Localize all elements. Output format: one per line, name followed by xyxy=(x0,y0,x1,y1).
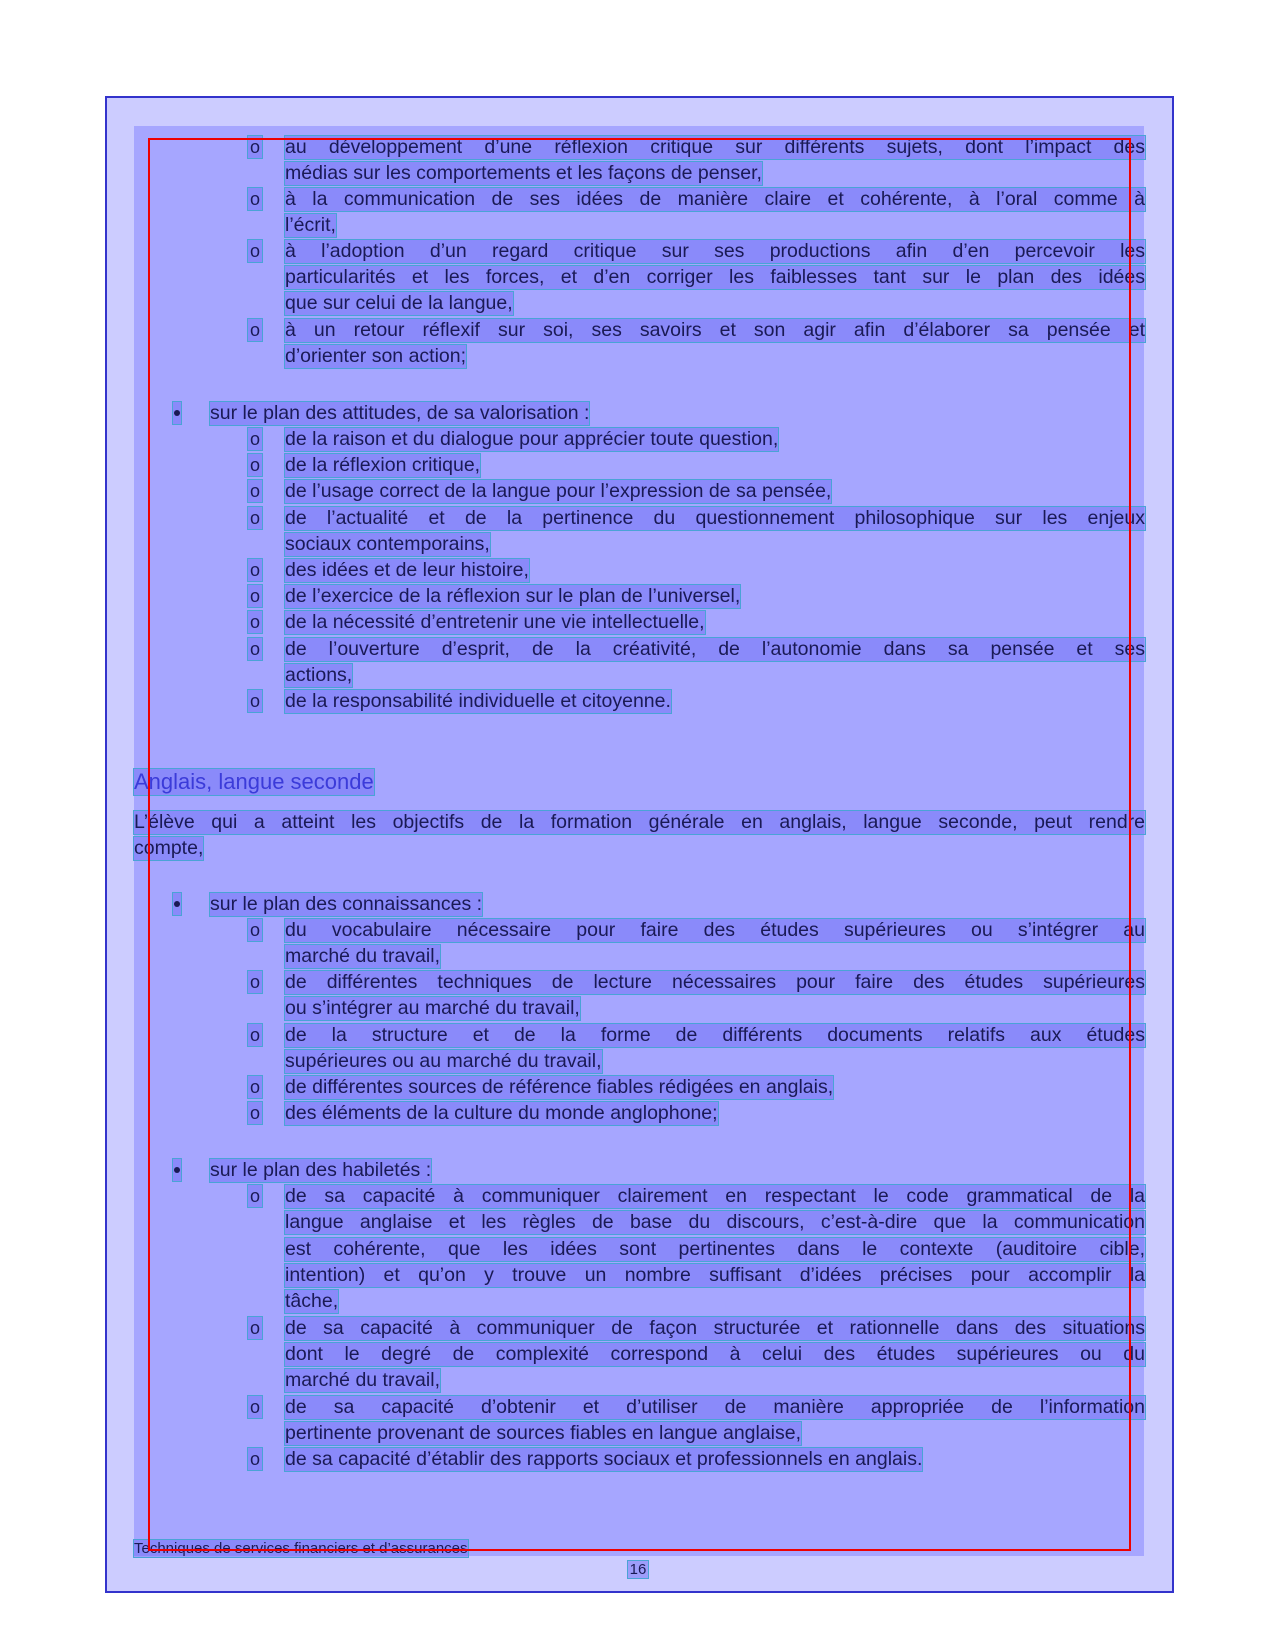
list-item-line: est cohérente, que les idées sont pertinentes dans le contexte (auditoire cible, xyxy=(285,1238,1145,1260)
list-item-line: des idées et de leur histoire, xyxy=(285,559,529,581)
list-item-line: dont le degré de complexité correspond à celui des études supérieures ou du xyxy=(285,1343,1145,1365)
list-heading-attitudes: sur le plan des attitudes, de sa valorisation : xyxy=(210,402,590,424)
sub-bullet: o xyxy=(249,586,260,606)
sub-bullet: o xyxy=(249,1077,260,1097)
bullet xyxy=(173,402,181,424)
sub-bullet: o xyxy=(249,639,260,659)
sub-bullet: o xyxy=(249,481,260,501)
list-item-line: de sa capacité d’établir des rapports sociaux et professionnels en anglais. xyxy=(285,1448,923,1470)
list-item-line: de l’exercice de la réflexion sur le plan de l’universel, xyxy=(285,585,741,607)
sub-bullet: o xyxy=(249,1397,260,1417)
list-item-line: intention) et qu’on y trouve un nombre suffisant d’idées précises pour accomplir la xyxy=(285,1264,1145,1286)
sub-bullet: o xyxy=(249,560,260,580)
list-item-line: marché du travail, xyxy=(285,1369,440,1391)
list-item-line: de l’usage correct de la langue pour l’expression de sa pensée, xyxy=(285,480,832,502)
sub-bullet: o xyxy=(249,691,260,711)
sub-bullet: o xyxy=(249,189,260,209)
sub-bullet: o xyxy=(249,920,260,940)
list-item-line: ou s’intégrer au marché du travail, xyxy=(285,997,580,1019)
list-item-line: de différentes sources de référence fiables rédigées en anglais, xyxy=(285,1076,834,1098)
list-item-line: à un retour réflexif sur soi, ses savoirs et son agir afin d’élaborer sa pensée et xyxy=(285,319,1145,341)
list-item-line: actions, xyxy=(285,664,353,686)
list-item-line: pertinente provenant de sources fiables en langue anglaise, xyxy=(285,1422,802,1444)
sub-bullet: o xyxy=(249,241,260,261)
list-item-line: médias sur les comportements et les façons de penser, xyxy=(285,162,762,184)
list-item-line: à l’adoption d’un regard critique sur ses productions afin d’en percevoir les xyxy=(285,240,1145,262)
list-item-line: l’écrit, xyxy=(285,214,336,236)
list-item-line: à la communication de ses idées de manière claire et cohérente, à l’oral comme à xyxy=(285,188,1145,210)
section-title: Anglais, langue seconde xyxy=(134,769,374,794)
list-item-line: supérieures ou au marché du travail, xyxy=(285,1050,602,1072)
sub-bullet: o xyxy=(249,1318,260,1338)
list-item-line: de sa capacité à communiquer clairement en respectant le code grammatical de la xyxy=(285,1185,1145,1207)
list-item-line: de différentes techniques de lecture nécessaires pour faire des études supérieures xyxy=(285,971,1145,993)
list-item-line: de la réflexion critique, xyxy=(285,454,481,476)
footer-program: Techniques de services financiers et d’assurances xyxy=(134,1540,468,1557)
sub-bullet: o xyxy=(249,508,260,528)
list-item-line: que sur celui de la langue, xyxy=(285,292,513,314)
list-item-line: de la structure et de la forme de différents documents relatifs aux études xyxy=(285,1024,1145,1046)
list-item-line: du vocabulaire nécessaire pour faire des études supérieures ou s’intégrer au xyxy=(285,919,1145,941)
sub-bullet: o xyxy=(249,1103,260,1123)
list-item-line: particularités et les forces, et d’en corriger les faiblesses tant sur le plan des idées xyxy=(285,266,1145,288)
sub-bullet: o xyxy=(249,455,260,475)
list-item-line: de l’actualité et de la pertinence du questionnement philosophique sur les enjeux xyxy=(285,507,1145,529)
list-item-line: au développement d’une réflexion critique sur différents sujets, dont l’impact des xyxy=(285,136,1145,158)
bullet xyxy=(173,893,181,915)
list-item-line: de la responsabilité individuelle et citoyenne. xyxy=(285,690,671,712)
list-heading-skills: sur le plan des habiletés : xyxy=(210,1159,432,1181)
sub-bullet: o xyxy=(249,320,260,340)
sub-bullet: o xyxy=(249,137,260,157)
list-item-line: de sa capacité d’obtenir et d’utiliser de manière appropriée de l’information xyxy=(285,1396,1145,1418)
list-item-line: de la raison et du dialogue pour apprécier toute question, xyxy=(285,428,779,450)
page-number: 16 xyxy=(629,1561,647,1578)
list-item-line: sociaux contemporains, xyxy=(285,533,490,555)
sub-bullet: o xyxy=(249,612,260,632)
bullet xyxy=(173,1159,181,1181)
intro-line: compte, xyxy=(134,837,204,859)
list-item-line: de la nécessité d’entretenir une vie intellectuelle, xyxy=(285,611,705,633)
sub-bullet: o xyxy=(249,429,260,449)
list-heading-knowledge: sur le plan des connaissances : xyxy=(210,893,483,915)
list-item-line: tâche, xyxy=(285,1290,339,1312)
sub-bullet: o xyxy=(249,972,260,992)
list-item-line: d’orienter son action; xyxy=(285,345,467,367)
list-item-line: marché du travail, xyxy=(285,945,440,967)
intro-line: L’élève qui a atteint les objectifs de la formation générale en anglais, langue seconde, peut rendre xyxy=(134,811,1145,833)
list-item-line: des éléments de la culture du monde anglophone; xyxy=(285,1102,718,1124)
list-item-line: de l’ouverture d’esprit, de la créativité, de l’autonomie dans sa pensée et ses xyxy=(285,638,1145,660)
list-item-line: de sa capacité à communiquer de façon structurée et rationnelle dans des situations xyxy=(285,1317,1145,1339)
list-item-line: langue anglaise et les règles de base du discours, c’est-à-dire que la communication xyxy=(285,1211,1145,1233)
sub-bullet: o xyxy=(249,1025,260,1045)
sub-bullet: o xyxy=(249,1186,260,1206)
sub-bullet: o xyxy=(249,1449,260,1469)
